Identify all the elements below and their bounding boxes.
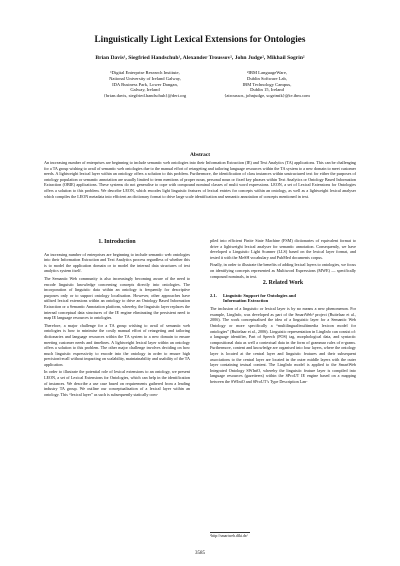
affiliation-line: ²IBM LanguageWare,	[246, 70, 288, 75]
body-paragraph: The Semantic Web community is also increasingly becoming aware of the need to encode linguistic knowledge concerning concepts directly into ontologies. The incorporation of linguistic data within an ontology is frequently for descriptive purposes only or to support ontology localisation. However, other approaches have utilised lexical extensions within an ontology to drive an Ontology Based Information Extraction or a Semantic Annotation platform, whereby, the linguistic layer replaces the internal conceptual data structures of the IE engine eliminating the persistent need to map IE language resources to ontologies.	[44, 275, 190, 321]
body-paragraph: The inclusion of a linguistic or lexical layer is by no means a new phenomenon. For example, LingInfo, was developed as part of the SmartWeb¹ project (Buitelaar et al., 2006). The work conceptualised the idea of a linguistic layer for a Semantic Web Ontology or more specifically a “multilingual/multimedia lexicon model for ontologies” (Buitelaar et al., 2006). Linguistic representation in LingInfo can consist of: a language identifier, Part of Speech (POS) tag, morphological data, and syntactic compositional data as well a contextual data in the form of grammar rules of n-grams. Furthermore, content and knowledge are organised into four layers, where the ontology layer is located at the central layer and linguistic features and their subsequent associations to the central layer are located in the outer middle layers with the outer layer containing textual content. The LingInfo model is applied to the SmartWeb Integrated Ontology SWIntO, whereby the linguistic feature layer is compiled into language resources (gazetteers) within the SProUT IE engine based on a mapping between the SWIntO and SProUT’s Type Description Lan-	[210, 306, 356, 384]
author-list: Brian Davis¹, Siegfried Handschuh¹, Alexander Troussov², John Judge², Mikhail Sogrin²	[95, 55, 305, 61]
affiliation-block-2	[212, 70, 322, 99]
affiliation-line: National University of Ireland Galway,	[109, 75, 181, 81]
affiliation-line: Galway, Ireland	[130, 87, 160, 93]
subsection-heading	[210, 293, 356, 303]
section-heading-related-work: 2. Related Work	[262, 280, 304, 287]
body-paragraph: piled into efficient Finite State Machine (FSM) dictionaries of equivalent format to drive a lightweight lexical analyser for semantic annotation. Consequently, we have developed a Linguistic Light Scanner (LLS) based on the lexical layer format, and tested it with the MeSH vocabulary and PubMed documents corpus.	[210, 238, 356, 260]
subsection-title-line: Information Extraction	[223, 297, 269, 303]
affiliation-line: IDA Business Park, Lower Dangan,	[112, 81, 178, 87]
affiliation-email: {brian.davis, siegfried.handschuh}@deri.org	[103, 93, 187, 99]
affiliation-line: ¹Digital Enterprise Research Institute,	[110, 70, 180, 75]
footnote: ¹http://smartweb.dfki.de/	[210, 534, 248, 538]
body-paragraph: In order to illustrate the potential role of lexical extensions to an ontology, we present LEON, a set of Lexical Extensions for Ontologies, which can help in the identification of instances. We describe a use case based on requirements gathered from a leading industry TA group. We outline our conceptualisation of a lexical layer within an ontology. This “lexical layer” as such is subsequently statically com-	[44, 369, 190, 397]
affiliation-email: {atroussos, johnjudge, sogrimik}@ie.ibm.com	[224, 93, 310, 99]
affiliation-line: IBM Technology Campus,	[242, 81, 292, 87]
left-column	[44, 238, 190, 399]
body-paragraph: Finally, in order to illustrate the benefits of adding lexical layers to ontologies, we focus on identifying concepts represented as Multiword Expressions (MWE) — specifically compound nominals, in text.	[210, 262, 356, 279]
body-paragraph: Therefore, a major challenge for a TA group wishing to avail of semantic web ontologies is how to minimise the costly manual effort of retargeting and tailoring dictionaries and language resources within the TA system to a new domain to ensure meeting customer needs and timelines. A lightweight lexical layer within an ontology offers a solution to this problem. The other major challenge involves deciding on how much linguistic expressivity to encode into the ontology in order to ensure high precision/recall without impacting on scalability, maintainability and usability of the TA application.	[44, 322, 190, 367]
page-number: 3585	[195, 551, 205, 556]
affiliation-line: Dublin 15, Ireland	[250, 87, 284, 93]
section-heading-introduction: 1. Introduction	[98, 239, 136, 245]
body-paragraph: An increasing number of enterprises are beginning to include semantic web ontologies into their Information Extraction and Text Analytics process regardless of whether this is to model the application domain or to model the internal data structures of text analytics system itself.	[44, 251, 190, 274]
abstract-heading: Abstract	[189, 152, 211, 158]
right-column	[210, 238, 356, 386]
affiliation-block-1	[90, 70, 200, 99]
abstract-text: An increasing number of enterprises are beginning to include semantic web ontologies into their Information Extraction (IE) and Text Analytics (TA) applications. This can be challenging for a TA group wishing to avail of semantic web ontologies due to the manual effort of retargeting and tailoring language resources within the TA system to a new domain to meet customer needs. A lightweight lexical layer within an ontology offers a solution to this problem. Furthermore, the identification of class instances within unstructured text for either the purposes of ontology population or semantic annotation are usually limited to term mentions of proper noun, personal noun or fixed key phrases within Text Analytics or Ontology Based Information Extraction (OBIE) applications. These systems do not generalise to cope with compound nominal classes of multi word expressions. LEON, a set of Lexical Extensions for Ontologies offers a solution to this problem. We describe LEON, which encodes light linguistic features of lexical entries for concepts within an ontology, as well as a lightweight lexical analyser which compiles the LEON metadata into efficient an dictionary format to drive large scale identification and semantic annotation of concepts mentioned in text.	[44, 160, 356, 199]
affiliation-line: Dublin Software Lab,	[247, 75, 287, 81]
subsection-title-line: Linguistic Support for Ontologies and	[223, 292, 296, 298]
paper-title: Linguistically Light Lexical Extensions for Ontologies	[94, 34, 306, 44]
footnote-rule	[210, 532, 250, 533]
subsection-number: 2.1.	[210, 292, 217, 298]
